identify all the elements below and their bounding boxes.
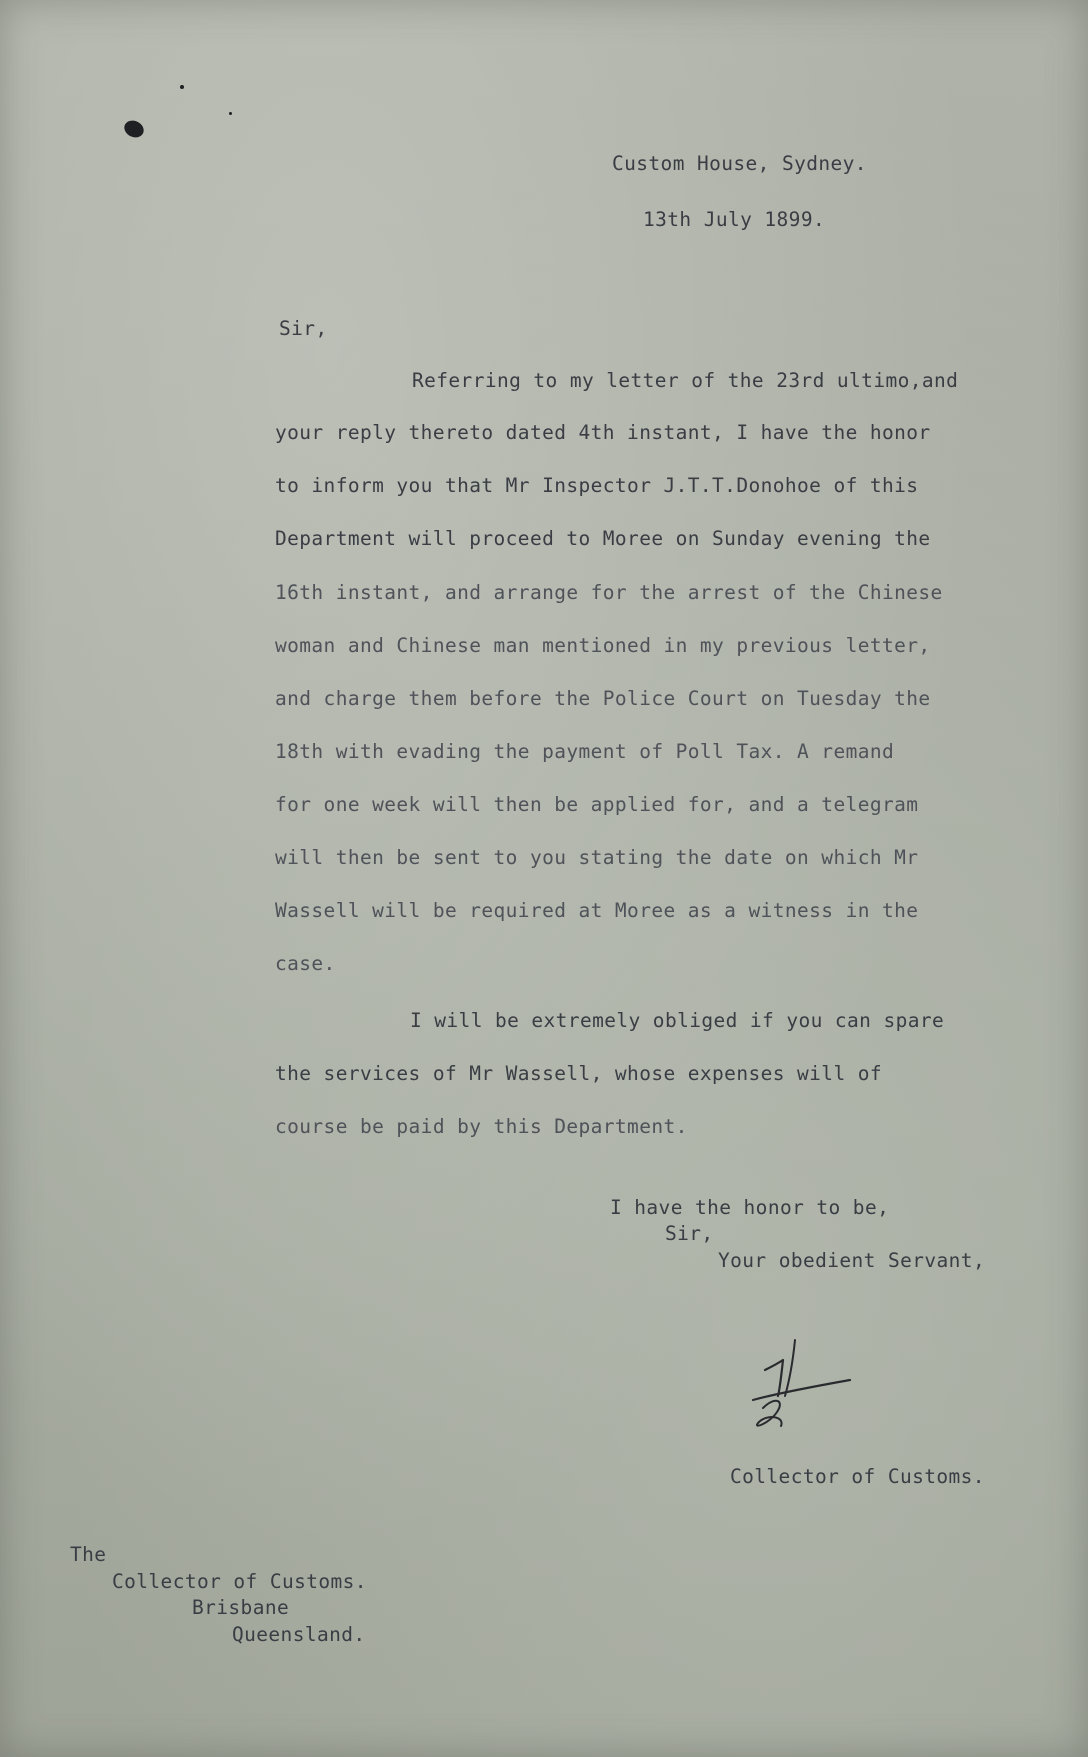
- date-line: 13th July 1899.: [643, 208, 826, 231]
- body-line: Department will proceed to Moree on Sunday evening the: [275, 527, 931, 550]
- closing-line: I have the honor to be,: [610, 1196, 890, 1219]
- body-line: 16th instant, and arrange for the arrest of the Chinese: [275, 581, 943, 604]
- recipient-line: The: [70, 1543, 107, 1566]
- address-line: Custom House, Sydney.: [612, 152, 867, 175]
- recipient-line: Collector of Customs.: [112, 1570, 367, 1593]
- body-line: woman and Chinese man mentioned in my previous letter,: [275, 634, 931, 657]
- body-line: 18th with evading the payment of Poll Tax. A remand: [275, 740, 895, 763]
- body-line: case.: [275, 952, 336, 975]
- body-line: and charge them before the Police Court on Tuesday the: [275, 687, 931, 710]
- body-line: Wassell will be required at Moree as a witness in the: [275, 899, 919, 922]
- body-line: Referring to my letter of the 23rd ultimo,and: [412, 369, 959, 392]
- body-line: the services of Mr Wassell, whose expenses will of: [275, 1062, 882, 1085]
- body-line: to inform you that Mr Inspector J.T.T.Donohoe of this: [275, 474, 919, 497]
- recipient-line: Queensland.: [232, 1623, 366, 1646]
- recipient-line: Brisbane: [192, 1596, 290, 1619]
- handwritten-signature: [745, 1330, 855, 1440]
- body-line: your reply thereto dated 4th instant, I have the honor: [275, 421, 931, 444]
- body-line: for one week will then be applied for, and a telegram: [275, 793, 919, 816]
- body-line: I will be extremely obliged if you can spare: [410, 1009, 945, 1032]
- closing-line: Sir,: [665, 1222, 714, 1245]
- body-line: will then be sent to you stating the date on which Mr: [275, 846, 919, 869]
- ink-blot: [122, 118, 147, 141]
- salutation: Sir,: [279, 317, 328, 340]
- signature-title: Collector of Customs.: [730, 1465, 985, 1488]
- closing-line: Your obedient Servant,: [718, 1249, 986, 1272]
- ink-speck: [229, 112, 232, 115]
- ink-speck: [180, 85, 184, 89]
- body-line: course be paid by this Department.: [275, 1115, 688, 1138]
